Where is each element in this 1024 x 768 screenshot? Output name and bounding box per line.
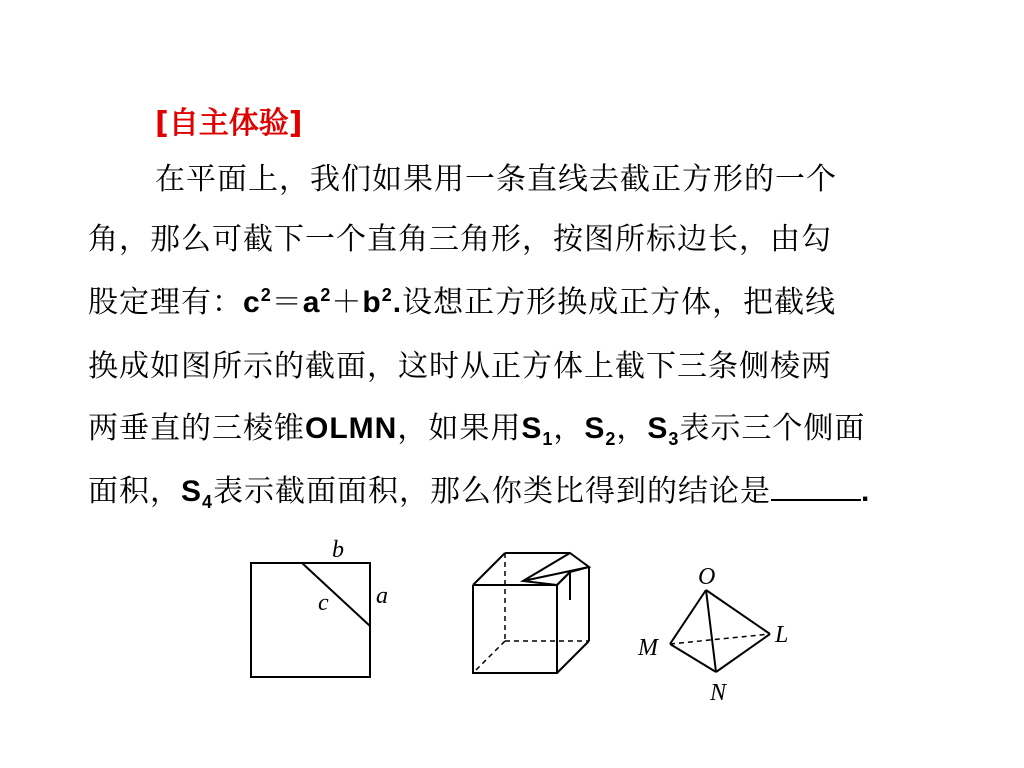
- text-segment: 面积，: [88, 474, 181, 509]
- comma: ，: [616, 411, 648, 446]
- text-segment: ，如果用: [397, 411, 522, 446]
- exponent: 2: [320, 285, 332, 305]
- section-heading: [自主体验]: [155, 106, 303, 141]
- text-segment: 设想正方形换成正方体，把截线: [402, 285, 837, 320]
- subscript: 2: [605, 429, 617, 449]
- text-segment: 两垂直的三棱锥: [88, 411, 305, 446]
- label-n: N: [710, 680, 727, 706]
- square-outline: [251, 563, 370, 677]
- exponent: 2: [381, 285, 393, 305]
- text-segment: 表示截面面积，那么你类比得到的结论是: [213, 474, 772, 509]
- cube-edge: [473, 553, 505, 585]
- answer-blank: [771, 471, 861, 501]
- cube-figure: [465, 545, 605, 680]
- paragraph-line-4: 换成如图所示的截面，这时从正方体上截下三条侧棱两: [88, 349, 832, 384]
- label-o: O: [698, 564, 716, 590]
- cut-line: [302, 563, 370, 626]
- edge-ln: [716, 634, 770, 672]
- var-a: a: [302, 286, 321, 319]
- var-s: S: [584, 412, 606, 445]
- label-b: b: [332, 537, 344, 563]
- text-segment: 表示三个侧面: [679, 411, 866, 446]
- var-s: S: [647, 412, 669, 445]
- pyramid-name: OLMN: [305, 412, 398, 445]
- tetrahedron-figure: [630, 560, 800, 710]
- period: .: [392, 286, 403, 319]
- paragraph-line-5: [88, 407, 865, 451]
- var-s: S: [181, 475, 203, 508]
- subscript: 1: [542, 429, 554, 449]
- hidden-edge: [473, 641, 505, 673]
- plus-sign: ＋: [331, 285, 363, 320]
- label-l: L: [775, 622, 789, 648]
- var-c: c: [243, 286, 261, 319]
- paragraph-line-2: 角，那么可截下一个直角三角形，按图所标边长，由勾: [88, 222, 832, 257]
- exponent: 2: [260, 285, 272, 305]
- edge-om: [670, 590, 706, 644]
- comma: ，: [553, 411, 585, 446]
- paragraph-line-3: [88, 281, 836, 325]
- label-a: a: [376, 583, 388, 609]
- text-segment: 股定理有：: [88, 285, 243, 320]
- edge-mn: [670, 644, 716, 672]
- square-figure: [240, 535, 400, 685]
- period: .: [861, 475, 871, 508]
- paragraph-line-1: 在平面上，我们如果用一条直线去截正方形的一个: [155, 162, 837, 197]
- label-m: M: [638, 635, 658, 661]
- equals-sign: ＝: [271, 285, 303, 320]
- var-s: S: [521, 412, 543, 445]
- var-b: b: [362, 286, 382, 319]
- label-c: c: [318, 590, 329, 616]
- edge-on: [706, 590, 716, 672]
- subscript: 4: [202, 492, 214, 512]
- cube-edge: [557, 641, 589, 673]
- paragraph-line-6: [88, 470, 870, 514]
- subscript: 3: [668, 429, 680, 449]
- edge-ol: [706, 590, 770, 634]
- edge-ml-hidden: [670, 634, 770, 644]
